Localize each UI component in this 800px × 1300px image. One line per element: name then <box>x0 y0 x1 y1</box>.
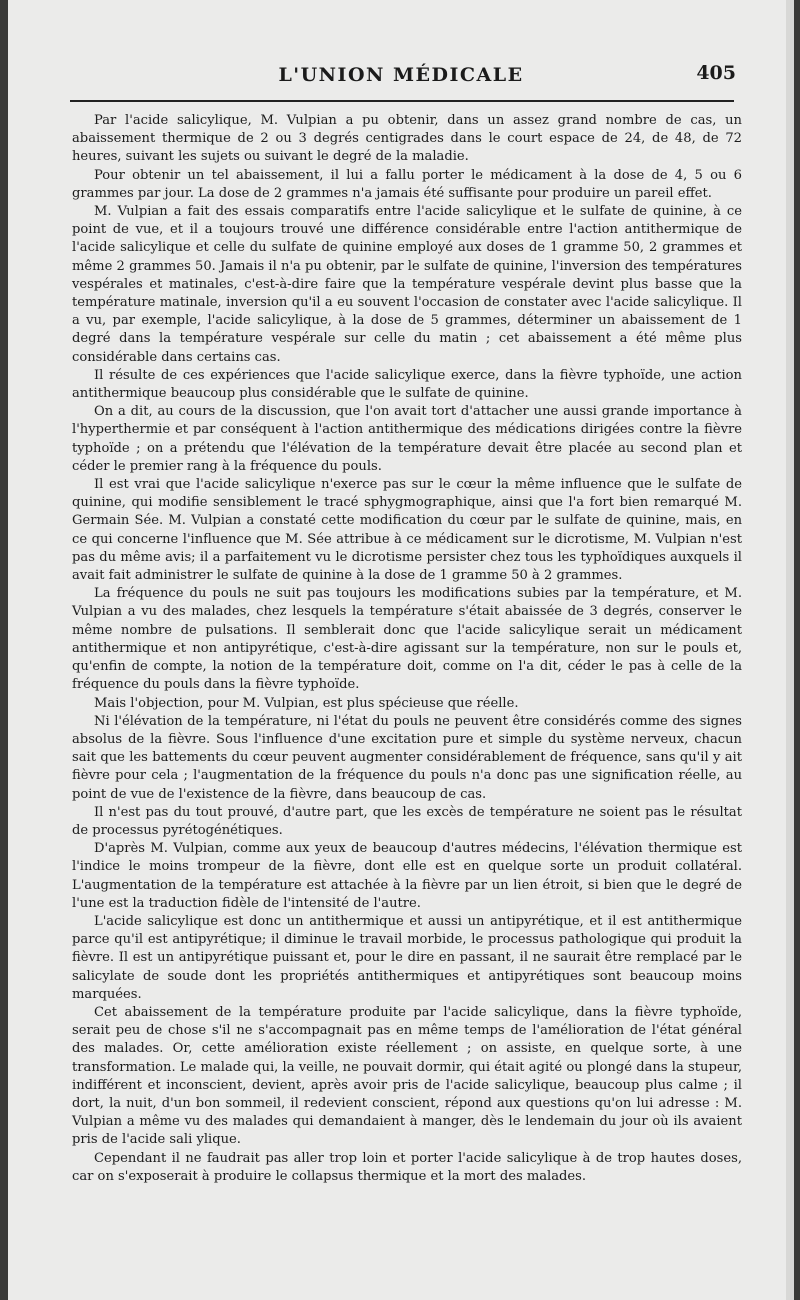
paragraph: Cependant il ne faudrait pas aller trop loin et porter l'acide salicylique à de trop hautes doses, car on s'exposerait à produire le collapsus thermique et la mort des malades. <box>72 1150 742 1184</box>
paragraph: La fréquence du pouls ne suit pas toujours les modifications subies par la température, et M. Vulpian a vu des malades, chez lesquels la température s'était abaissée de 3 degrés, conserver le même nombre de pulsations. Il semblerait donc que l'acide salicylique serait un médicament antithermique et non antipyrétique, c'est-à-dire agissant sur la température, non sur le pouls et, qu'enfin de compte, la notion de la température doit, comme on l'a dit, céder le pas à celle de la fréquence du pouls dans la fièvre typhoïde. <box>72 586 742 693</box>
book-page <box>8 0 794 1300</box>
paragraph: D'après M. Vulpian, comme aux yeux de beaucoup d'autres médecins, l'élévation thermique est l'indice le moins trompeur de la fièvre, dont elle est en quelque sorte un produit collatéral. L'augmentation de la température est attachée à la fièvre par un lien étroit, si bien que le degré de l'une est la traduction fidèle de l'intensité de l'autre. <box>72 841 742 911</box>
article-body <box>72 112 742 1186</box>
running-head <box>8 62 794 92</box>
paragraph: Il n'est pas du tout prouvé, d'autre part, que les excès de température ne soient pas le résultat de processus pyrétogénétiques. <box>72 804 742 838</box>
paragraph: On a dit, au cours de la discussion, que l'on avait tort d'attacher une aussi grande importance à l'hyperthermie et par conséquent à l'action antithermique des médications dirigées contre la fièvre typhoïde ; on a prétendu que l'élévation de la température devait être placée au second plan et céder le premier rang à la fréquence du pouls. <box>72 404 742 474</box>
paragraph: Il est vrai que l'acide salicylique n'exerce pas sur le cœur la même influence que le sulfate de quinine, qui modifie sensiblement le tracé sphygmographique, ainsi que l'a fort bien remarqué M. Germain Sée. M. Vulpian a constaté cette modification du cœur par le sulfate de quinine, mais, en ce qui concerne l'influence que M. Sée attribue à ce médicament sur le dicrotisme, M. Vulpian n'est pas du même avis; il a parfaitement vu le dicrotisme persister chez tous les typhoïdiques auxquels il avait fait administrer le sulfate de quinine à la dose de 1 gramme 50 à 2 grammes. <box>72 477 742 584</box>
header-rule <box>70 100 734 102</box>
paragraph: M. Vulpian a fait des essais comparatifs entre l'acide salicylique et le sulfate de quinine, à ce point de vue, et il a toujours trouvé une différence considérable entre l'action antithermique de l'acide salicylique et celle du sulfate de quinine employé aux doses de 1 gramme 50, 2 grammes et même 2 grammes 50. Jamais il n'a pu obtenir, par le sulfate de quinine, l'inversion des températures vespérales et matinales, c'est-à-dire faire que la température vespérale devint plus basse que la température matinale, inversion qu'il a eu souvent l'occasion de constater avec l'acide salicylique. Il a vu, par exemple, l'acide salicylique, à la dose de 5 grammes, déterminer un abaissement de 1 degré dans la température vespérale sur celle du matin ; cet abaissement a été même plus considérable dans certains cas. <box>72 204 742 365</box>
running-title: L'UNION MÉDICALE <box>278 64 524 86</box>
page-number: 405 <box>696 62 736 84</box>
paragraph: Mais l'objection, pour M. Vulpian, est plus spécieuse que réelle. <box>94 695 519 711</box>
paragraph: Par l'acide salicylique, M. Vulpian a pu obtenir, dans un assez grand nombre de cas, un abaissement thermique de 2 ou 3 degrés centigrades dans le court espace de 24, de 48, de 72 heures, suivant les sujets ou suivant le degré de la maladie. <box>72 113 742 165</box>
paragraph: Cet abaissement de la température produite par l'acide salicylique, dans la fièvre typhoïde, serait peu de chose s'il ne s'accompagnait pas en même temps de l'amélioration de l'état général des malades. Or, cette amélioration existe réellement ; on assiste, en quelque sorte, à une transformation. Le malade qui, la veille, ne pouvait dormir, qui était agité ou plongé dans la stupeur, indifférent et inconscient, devient, après avoir pris de l'acide salicylique, beaucoup plus calme ; il dort, la nuit, d'un bon sommeil, il redevient conscient, répond aux questions qu'on lui adresse : M. Vulpian a même vu des malades qui demandaient à manger, dès le lendemain du jour où ils avaient pris de l'acide sali ylique. <box>72 1004 742 1148</box>
paragraph: Pour obtenir un tel abaissement, il lui a fallu porter le médicament à la dose de 4, 5 ou 6 grammes par jour. La dose de 2 grammes n'a jamais été suffisante pour produire un pareil effet. <box>72 167 742 201</box>
page-edge <box>786 0 794 1300</box>
paragraph: L'acide salicylique est donc un antithermique et aussi un antipyrétique, et il est antithermique parce qu'il est antipyrétique; il diminue le travail morbide, le processus pathologique qui produit la fièvre. Il est un antipyrétique puissant et, pour le dire en passant, il ne saurait être remplacé par le salicylate de soude dont les propriétés antithermiques et antipyrétiques sont beaucoup moins marquées. <box>72 913 742 1002</box>
paragraph: Il résulte de ces expériences que l'acide salicylique exerce, dans la fièvre typhoïde, une action antithermique beaucoup plus considérable que le sulfate de quinine. <box>72 367 742 402</box>
paragraph: Ni l'élévation de la température, ni l'état du pouls ne peuvent être considérés comme des signes absolus de la fièvre. Sous l'influence d'une excitation pure et simple du système nerveux, chacun sait que les battements du cœur peuvent augmenter considérablement de fréquence, sans qu'il y ait fièvre pour cela ; l'augmentation de la fréquence du pouls n'a donc pas une signification réelle, au point de vue de l'existence de la fièvre, dans beaucoup de cas. <box>72 713 742 802</box>
